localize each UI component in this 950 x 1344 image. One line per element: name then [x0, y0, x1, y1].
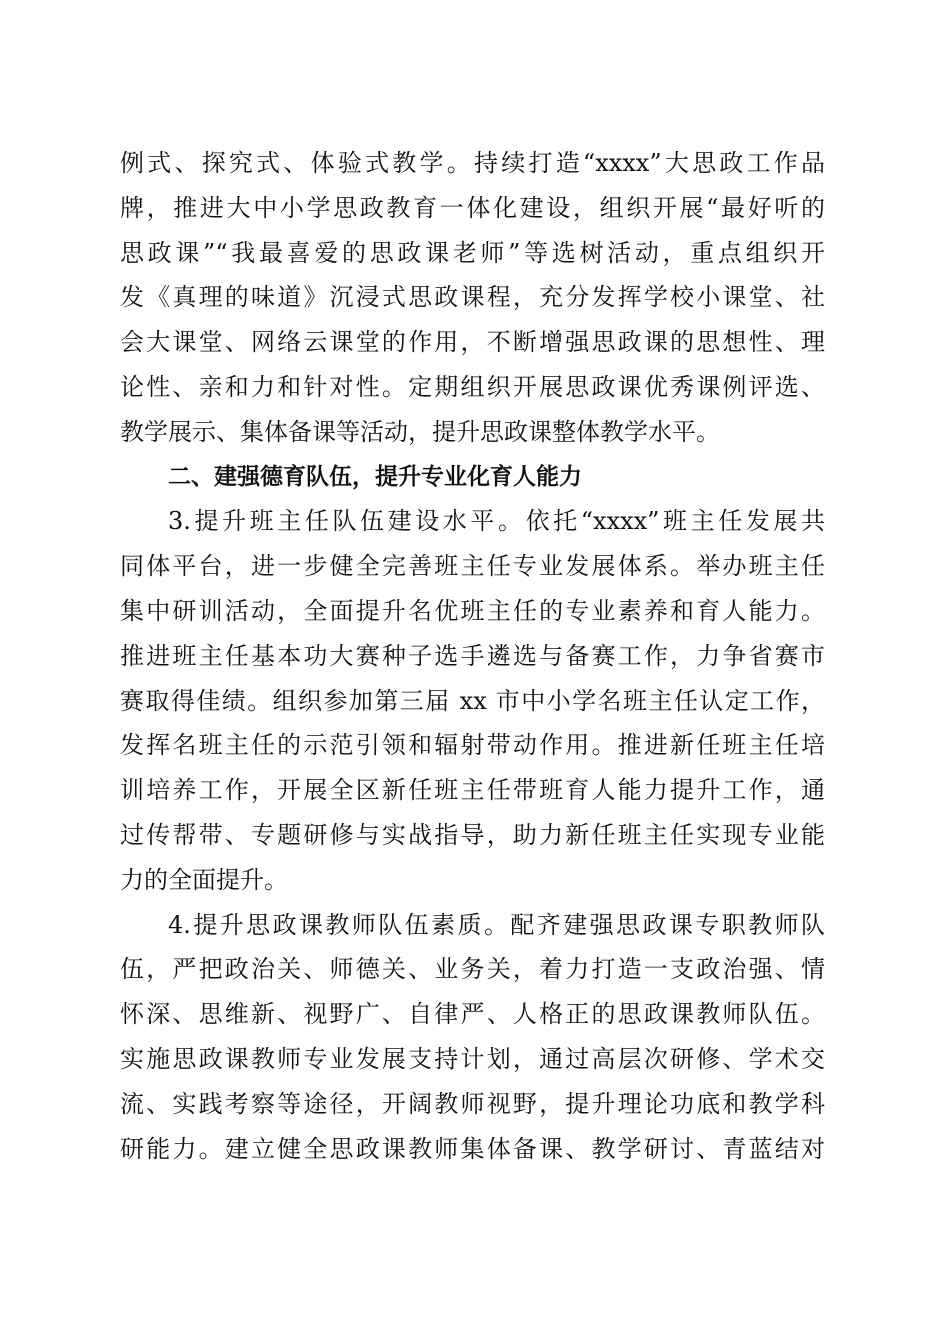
text-line: 教学展示、集体备课等活动，提升思政课整体教学水平。	[120, 417, 720, 446]
text-line: 发《真理的味道》沉浸式思政课程，充分发挥学校小课堂、社	[120, 283, 825, 312]
paragraph-4	[120, 903, 825, 1172]
text-line: 推进班主任基本功大赛种子选手遴选与备赛工作，力争省赛市	[120, 641, 825, 670]
text-line: 集中研训活动，全面提升名优班主任的专业素养和育人能力。	[120, 596, 825, 625]
text-line: 赛取得佳绩。组织参加第三届 xx 市中小学名班主任认定工作，	[120, 686, 825, 715]
text-line: 实施思政课教师专业发展支持计划，通过高层次研修、学术交	[120, 1044, 825, 1073]
text-line: 流、实践考察等途径，开阔教师视野，提升理论功底和教学科	[120, 1089, 825, 1118]
section-heading: 二、建强德育队伍，提升专业化育人能力	[168, 463, 582, 490]
text-line: 论性、亲和力和针对性。定期组织开展思政课优秀课例评选、	[120, 372, 825, 401]
text-line: 例式、探究式、体验式教学。持续打造“xxxx”大思政工作品	[120, 149, 825, 177]
paragraph-3	[120, 499, 825, 902]
text-line: 3.提升班主任队伍建设水平。依托“xxxx”班主任发展共	[168, 507, 825, 536]
text-line: 伍，严把政治关、师德关、业务关，着力打造一支政治强、情	[120, 955, 825, 984]
text-line: 4.提升思政课教师队伍素质。配齐建强思政课专职教师队	[168, 910, 825, 939]
text-line: 力的全面提升。	[120, 865, 288, 894]
text-line: 研能力。建立健全思政课教师集体备课、教学研讨、青蓝结对	[120, 1134, 825, 1163]
text-line: 训培养工作，开展全区新任班主任带班育人能力提升工作，通	[120, 776, 825, 805]
text-line: 发挥名班主任的示范引领和辐射带动作用。推进新任班主任培	[120, 731, 825, 760]
text-line: 怀深、思维新、视野广、自律严、人格正的思政课教师队伍。	[120, 1000, 825, 1029]
text-line: 同体平台，进一步健全完善班主任专业发展体系。举办班主任	[120, 552, 825, 581]
text-line: 会大课堂、网络云课堂的作用，不断增强思政课的思想性、理	[120, 328, 825, 357]
text-line: 思政课”“我最喜爱的思政课老师”等选树活动，重点组织开	[120, 238, 825, 267]
text-line: 牌，推进大中小学思政教育一体化建设，组织开展“最好听的	[120, 193, 825, 222]
text-line: 过传帮带、专题研修与实战指导，助力新任班主任实现专业能	[120, 820, 825, 849]
document-body	[120, 141, 825, 1171]
paragraph-intro	[120, 141, 825, 455]
